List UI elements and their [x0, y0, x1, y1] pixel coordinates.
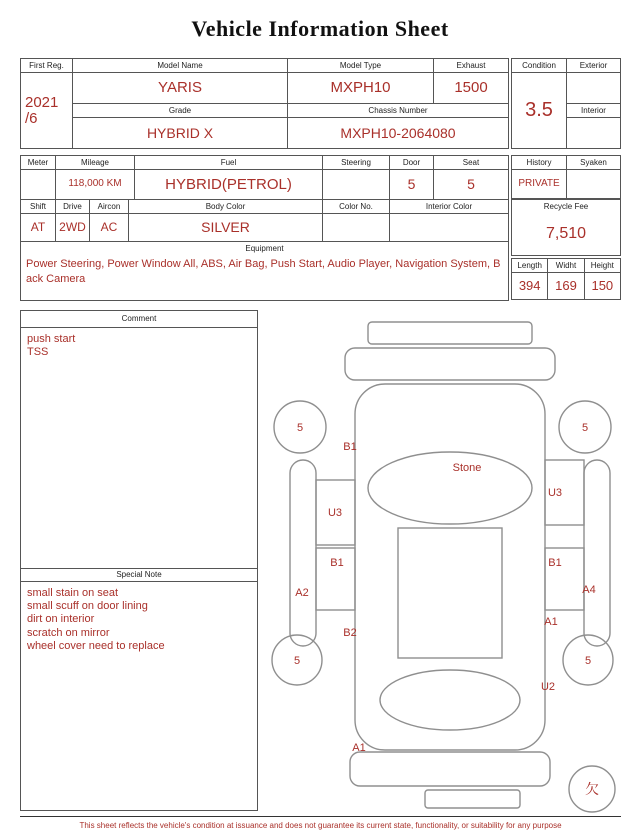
car-body	[355, 384, 545, 750]
windshield	[368, 452, 532, 524]
length-value: 394	[518, 278, 541, 294]
first-reg-year: 2021	[25, 93, 59, 111]
meter-cell	[21, 156, 56, 199]
footer-disclaimer: This sheet reflects the vehicle's condition at issuance and does not guarantee its current state, functionality, or suitability for any purpose	[20, 816, 621, 830]
equipment-label: Equipment	[245, 243, 284, 253]
drive-cell	[56, 200, 90, 241]
seat-value: 5	[467, 176, 475, 193]
marker-left-door: B1	[330, 557, 344, 569]
aircon-label: Aircon	[90, 200, 128, 214]
first-reg-label: First Reg.	[21, 59, 72, 73]
comment-content	[21, 328, 257, 568]
grade-cell	[73, 104, 288, 148]
special-note-line: small scuff on door lining	[27, 600, 148, 613]
aircon-value: AC	[100, 220, 118, 235]
fuel-value: HYBRID(PETROL)	[165, 175, 292, 193]
marker-right-side: A4	[582, 584, 596, 596]
aircon-cell	[90, 200, 129, 241]
fuel-label: Fuel	[135, 156, 322, 170]
meter-value	[21, 170, 55, 199]
marker-wheel-front-right: 5	[581, 422, 589, 434]
marker-wheel-rear-right: 5	[584, 655, 592, 667]
marker-left-rear-door: B2	[343, 627, 357, 639]
interior-color-cell	[390, 200, 508, 241]
recycle-fee-box	[511, 199, 621, 256]
page-title: Vehicle Information Sheet	[191, 16, 449, 41]
condition-cell	[512, 59, 567, 148]
model-name-label: Model Name	[73, 59, 287, 73]
grade-label: Grade	[73, 104, 287, 118]
exhaust-label: Exhaust	[434, 59, 508, 73]
interior-label: Interior	[567, 104, 620, 118]
marker-front-left-fender: B1	[343, 441, 357, 453]
first-reg-month: /6	[25, 109, 38, 127]
front-plate	[368, 322, 532, 344]
grade-value: HYBRID X	[146, 124, 214, 141]
special-note-line: wheel cover need to replace	[27, 639, 165, 652]
fuel-cell	[135, 156, 323, 199]
left-rocker-panel	[290, 460, 316, 646]
history-table	[511, 155, 621, 199]
height-label: Height	[585, 259, 620, 273]
door-value: 5	[407, 176, 416, 193]
shift-label: Shift	[21, 200, 55, 214]
marker-wheel-front-left: 5	[296, 422, 304, 434]
shift-value: AT	[30, 220, 46, 235]
syaken-value	[567, 170, 620, 198]
body-color-label: Body Color	[129, 200, 322, 214]
color-no-label: Color No.	[323, 200, 389, 214]
exhaust-cell	[434, 59, 508, 103]
condition-table	[511, 58, 621, 149]
shift-cell	[21, 200, 56, 241]
dimensions-table	[511, 258, 621, 300]
model-name-cell	[73, 59, 288, 103]
marker-rear: A1	[352, 742, 366, 754]
body-color-value: SILVER	[201, 219, 250, 236]
syaken-cell	[567, 156, 620, 198]
width-value: 169	[555, 278, 577, 294]
special-note-line: small stain on seat	[27, 587, 119, 599]
recycle-fee-label: Recycle Fee	[543, 202, 589, 211]
meter-label: Meter	[21, 156, 55, 170]
length-cell	[512, 259, 548, 299]
rear-window	[380, 670, 520, 730]
chassis-label: Chassis Number	[288, 104, 508, 118]
door-label: Door	[390, 156, 433, 170]
marker-right-rear-lower: U2	[540, 681, 556, 693]
comment-line: push start	[27, 333, 76, 345]
model-type-value: MXPH10	[330, 79, 391, 97]
car-diagram-svg	[265, 308, 635, 815]
rear-plate	[425, 790, 520, 808]
body-color-cell	[129, 200, 323, 241]
first-reg-value	[21, 73, 72, 148]
seat-label: Seat	[434, 156, 508, 170]
car-diagram	[265, 308, 635, 815]
drive-label: Drive	[56, 200, 89, 214]
chassis-cell	[288, 104, 508, 148]
roof	[398, 528, 502, 658]
front-bumper	[345, 348, 555, 380]
steering-value	[323, 170, 389, 199]
marker-left-upper: U3	[327, 507, 343, 519]
marker-missing-part: 欠	[585, 781, 599, 797]
special-note-content	[21, 582, 257, 810]
exterior-label: Exterior	[567, 59, 620, 73]
marker-right-door: B1	[548, 557, 562, 569]
spec-table	[20, 155, 509, 301]
comment-line: TSS	[27, 346, 49, 359]
comment-box	[20, 310, 258, 811]
marker-wheel-rear-left: 5	[293, 655, 301, 667]
mileage-cell	[56, 156, 135, 199]
marker-windshield-stone: Stone	[452, 462, 482, 474]
exterior-value	[567, 73, 620, 104]
vehicle-id-table	[20, 58, 509, 149]
color-no-value	[323, 214, 389, 241]
height-value: 150	[591, 278, 614, 294]
door-cell	[390, 156, 434, 199]
condition-label: Condition	[512, 59, 566, 73]
interior-value	[567, 118, 620, 148]
marker-right-rear: A1	[544, 616, 558, 628]
marker-right-upper: U3	[547, 487, 563, 499]
height-cell	[585, 259, 620, 299]
condition-value: 3.5	[525, 99, 553, 121]
recycle-fee-value: 7,510	[545, 225, 587, 243]
special-note-line: dirt on interior	[27, 613, 95, 626]
car-outline	[272, 322, 615, 812]
history-label: History	[512, 156, 566, 170]
interior-color-value	[390, 214, 508, 241]
first-reg-cell	[21, 59, 73, 148]
length-label: Length	[512, 259, 547, 273]
steering-label: Steering	[323, 156, 389, 170]
marker-left-side: A2	[295, 587, 309, 599]
width-cell	[548, 259, 584, 299]
mileage-value: 118,000 KM	[68, 178, 122, 190]
chassis-value: MXPH10-2064080	[340, 124, 456, 141]
special-note-header: Special Note	[21, 568, 257, 582]
special-note-line: scratch on mirror	[27, 626, 110, 639]
model-type-label: Model Type	[288, 59, 433, 73]
right-rocker-panel	[584, 460, 610, 646]
interior-color-label: Interior Color	[390, 200, 508, 214]
history-cell	[512, 156, 567, 198]
history-value: PRIVATE	[518, 177, 560, 189]
syaken-label: Syaken	[567, 156, 620, 170]
model-type-cell	[288, 59, 434, 103]
rear-bumper	[350, 752, 550, 786]
color-no-cell	[323, 200, 390, 241]
equipment-value: Power Steering, Power Window All, ABS, Air Bag, Push Start, Audio Player, Navigation System, Back Camera	[26, 258, 501, 286]
steering-cell	[323, 156, 390, 199]
mileage-label: Mileage	[56, 156, 134, 170]
comment-header: Comment	[21, 311, 257, 328]
exhaust-value: 1500	[454, 79, 488, 97]
seat-cell	[434, 156, 508, 199]
drive-value: 2WD	[59, 220, 86, 235]
width-label: Widht	[548, 259, 583, 273]
model-name-value: YARIS	[158, 79, 202, 97]
